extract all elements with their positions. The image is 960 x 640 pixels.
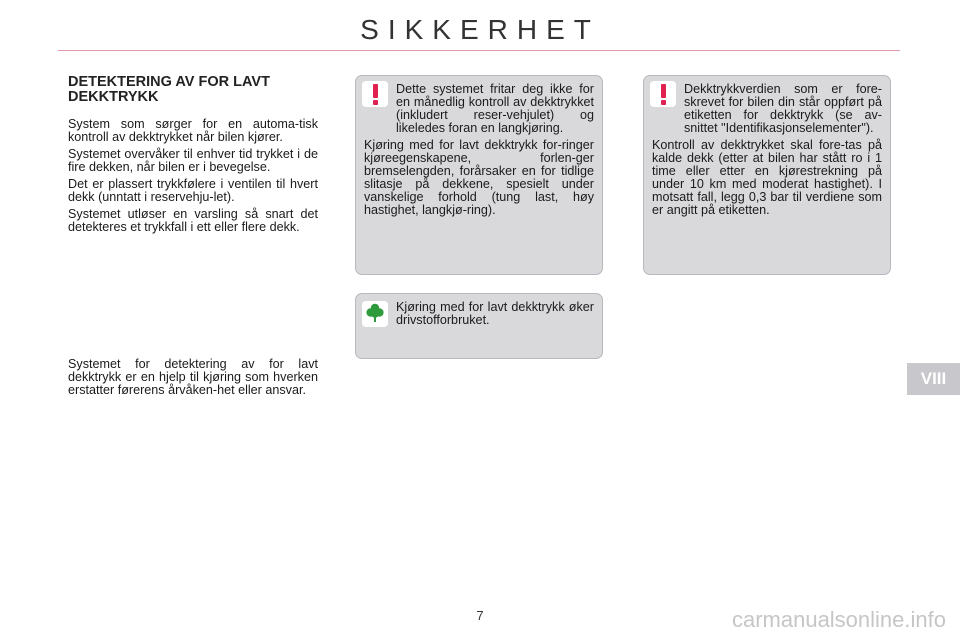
warning-paragraph: Dette systemet fritar deg ikke for en månedlig kontroll av dekktrykket (inkludert reser-vehjulet) og likeledes foran en langkjøring. <box>396 82 594 135</box>
title-divider <box>58 50 900 51</box>
watermark: carmanualsonline.info <box>731 607 946 632</box>
eco-text: Kjøring med for lavt dekktrykk øker drivstofforbruket. <box>396 300 594 327</box>
disclaimer-paragraph: Systemet for detektering av for lavt dekktrykk er en hjelp til kjøring som hverken erstatter førerens årvåken-het eller ansvar. <box>68 357 318 397</box>
page-number: 7 <box>476 608 484 623</box>
intro-paragraph: Systemet utløser en varsling så snart det detekteres et trykkfall i ett eller flere dekk. <box>68 207 318 234</box>
intro-paragraph: Det er plassert trykkfølere i ventilen til hvert dekk (unntatt i reservehju-let). <box>68 177 318 204</box>
warning-paragraph: Kjøring med for lavt dekktrykk for-ringer kjøreegenskapene, forlen-ger bremselengden, forårsaker en for tidlige slitasje på dekkene, spesielt under vanskelige forhold (tung last, høy hastighet, langkjø-ring). <box>364 138 594 217</box>
chapter-tab[interactable]: VIII <box>907 363 960 395</box>
page-title: SIKKERHET <box>360 14 600 45</box>
intro-text <box>68 118 318 238</box>
warning-paragraph: Kontroll av dekktrykket skal fore-tas på kalde dekk (etter at bilen har stått ro i 1 time eller etter en kjørestrekning på under 10 km med moderat hastighet). I motsatt fall, legg 0,3 bar til verdiene som er angitt på etiketten. <box>652 138 882 217</box>
eco-box <box>355 293 603 359</box>
intro-paragraph: System som sørger for en automa-tisk kontroll av dekktrykket når bilen kjører. <box>68 117 318 144</box>
warning-paragraph: Dekktrykkverdien som er fore-skrevet for bilen din står oppført på etiketten for dekktrykk (se av-snittet "Identifikasjonselementer"). <box>684 82 882 135</box>
intro-paragraph: Systemet overvåker til enhver tid trykket i de fire dekken, når bilen er i bevegelse. <box>68 147 318 174</box>
disclaimer-text <box>68 358 318 401</box>
warning-box-monthly-check <box>355 75 603 275</box>
section-heading: DETEKTERING AV FOR LAVT DEKKTRYKK <box>68 74 270 105</box>
warning-box-pressure-label <box>643 75 891 275</box>
